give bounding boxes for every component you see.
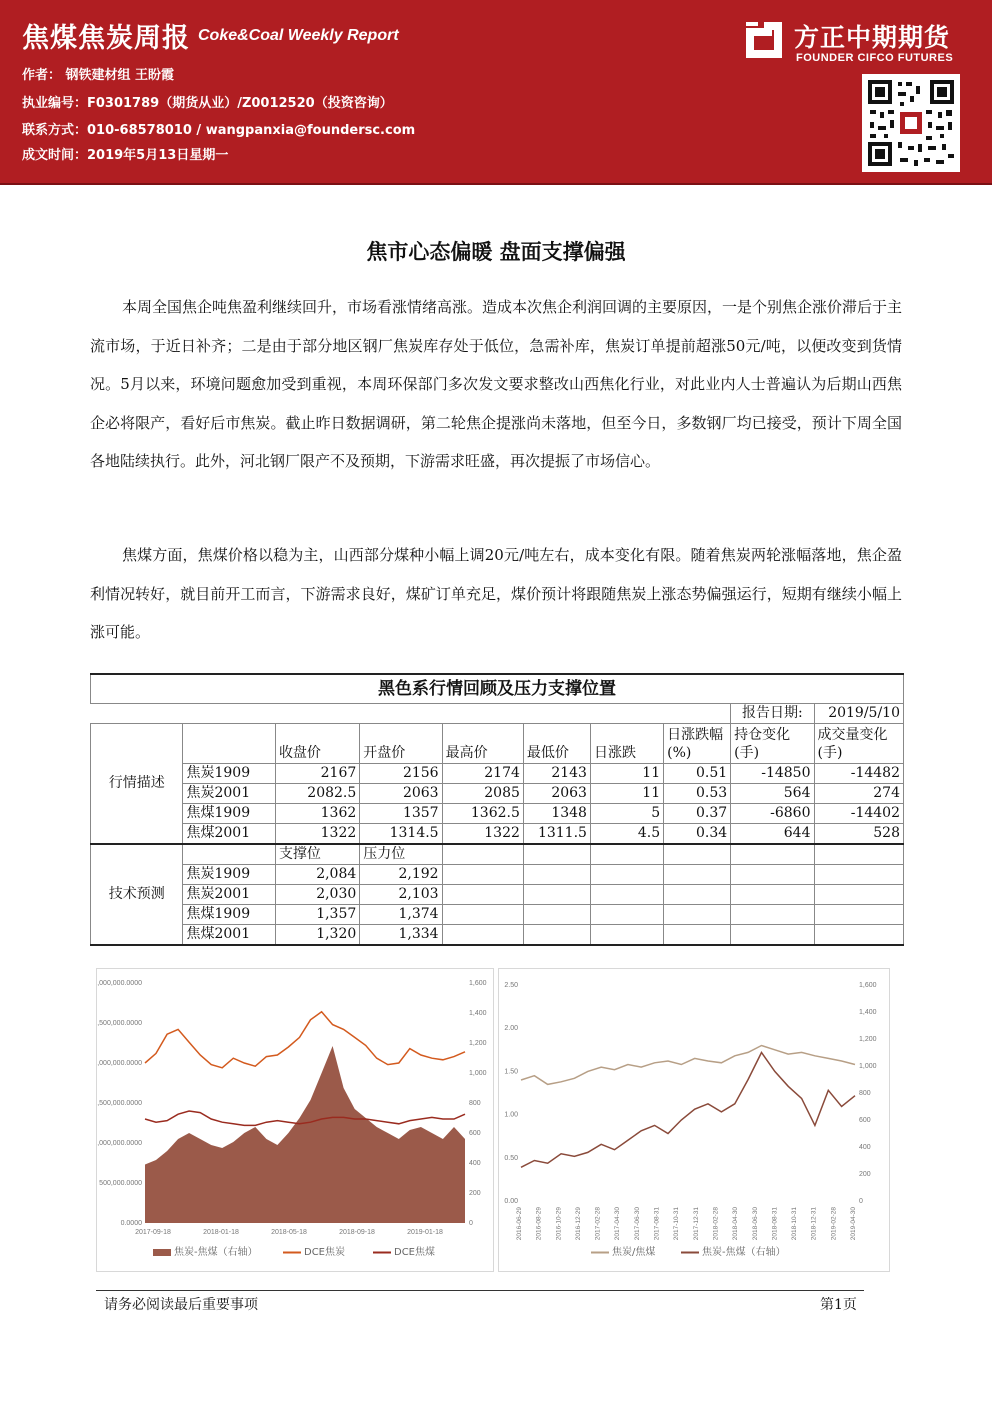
line-series bbox=[521, 1053, 855, 1168]
spread-price-chart bbox=[97, 969, 493, 1271]
y-right-tick-label: 1,200 bbox=[469, 1040, 487, 1047]
y-right-tick-label: 400 bbox=[469, 1160, 481, 1167]
cell: 2063 bbox=[360, 784, 442, 804]
report-title: 焦煤焦炭周报 bbox=[22, 23, 190, 54]
cell: 0.53 bbox=[664, 784, 731, 804]
cell: -14850 bbox=[731, 764, 814, 784]
x-tick-label: 2018-02-28 bbox=[712, 1207, 720, 1241]
y-right-tick-label: 200 bbox=[859, 1171, 871, 1178]
report-date-label: 报告日期: bbox=[731, 704, 814, 724]
cell: 2,030 bbox=[275, 885, 359, 905]
cell: 2,103 bbox=[360, 885, 442, 905]
cell: 2143 bbox=[523, 764, 590, 784]
col-header: 成交量变化(手) bbox=[814, 724, 904, 764]
x-tick-label: 2017-09-18 bbox=[135, 1229, 171, 1236]
report-subtitle: Coke&Coal Weekly Report bbox=[198, 27, 399, 44]
x-tick-label: 2018-12-31 bbox=[810, 1207, 818, 1241]
row-name: 焦炭1909 bbox=[183, 764, 275, 784]
table-row bbox=[91, 824, 904, 845]
area-series bbox=[145, 1046, 465, 1223]
col-header: 收盘价 bbox=[275, 724, 359, 764]
y-right-tick-label: 1,000 bbox=[859, 1063, 877, 1070]
y-left-tick-label: 500,000.0000 bbox=[99, 1180, 142, 1187]
chart-right-frame bbox=[498, 968, 890, 1272]
x-tick-label: 2018-01-18 bbox=[203, 1229, 239, 1236]
y-right-tick-label: 600 bbox=[859, 1117, 871, 1124]
date-line: 成文时间：2019年5月13日星期一 bbox=[22, 148, 229, 163]
table-row bbox=[91, 885, 904, 905]
table-row bbox=[91, 804, 904, 824]
footer-divider bbox=[96, 1290, 864, 1291]
legend-label: 焦炭/焦煤 bbox=[612, 1247, 656, 1258]
logo-mark-icon bbox=[742, 18, 786, 62]
y-left-tick-label: 3,000,000.0000 bbox=[97, 980, 142, 987]
page-number: 第1页 bbox=[820, 1297, 857, 1313]
row-name: 焦炭1909 bbox=[183, 865, 275, 885]
y-right-tick-label: 200 bbox=[469, 1190, 481, 1197]
cell: 2167 bbox=[275, 764, 359, 784]
y-right-tick-label: 1,400 bbox=[859, 1009, 877, 1016]
cell: 1322 bbox=[442, 824, 523, 845]
cell: 2,084 bbox=[275, 865, 359, 885]
chart-left-frame bbox=[96, 968, 494, 1272]
logo-en-text: FOUNDER CIFCO FUTURES bbox=[796, 52, 954, 64]
table-row bbox=[91, 784, 904, 804]
cell: -14402 bbox=[814, 804, 904, 824]
legend-swatch bbox=[153, 1249, 171, 1256]
y-right-tick-label: 1,600 bbox=[859, 982, 877, 989]
y-right-tick-label: 1,400 bbox=[469, 1010, 487, 1017]
cell: 1357 bbox=[360, 804, 442, 824]
qr-code-icon bbox=[862, 74, 960, 172]
y-left-tick-label: 0.00 bbox=[504, 1198, 518, 1205]
y-left-tick-label: 1,500,000.0000 bbox=[97, 1100, 142, 1107]
footer-notice: 请务必阅读最后重要事项 bbox=[104, 1297, 258, 1313]
legend-label: DCE焦炭 bbox=[304, 1247, 346, 1258]
col-header: 最低价 bbox=[523, 724, 590, 764]
section-technical: 技术预测 bbox=[91, 844, 183, 945]
cell: 0.51 bbox=[664, 764, 731, 784]
y-left-tick-label: 2,500,000.0000 bbox=[97, 1020, 142, 1027]
x-tick-label: 2019-02-28 bbox=[830, 1207, 838, 1241]
x-tick-label: 2016-06-29 bbox=[516, 1207, 523, 1241]
row-name: 焦煤2001 bbox=[183, 925, 275, 946]
col-header: 持仓变化(手) bbox=[731, 724, 814, 764]
x-tick-label: 2018-08-31 bbox=[771, 1207, 779, 1241]
col-header: 日涨跌 bbox=[590, 724, 663, 764]
cell: 1348 bbox=[523, 804, 590, 824]
x-tick-label: 2019-04-30 bbox=[850, 1207, 857, 1241]
x-tick-label: 2017-10-31 bbox=[673, 1207, 681, 1241]
cell: 1322 bbox=[275, 824, 359, 845]
cell: 0.37 bbox=[664, 804, 731, 824]
legend-label: 焦炭-焦煤（右轴） bbox=[702, 1247, 786, 1258]
company-logo bbox=[742, 18, 982, 70]
cell: 2082.5 bbox=[275, 784, 359, 804]
cell: 1,357 bbox=[275, 905, 359, 925]
cell: 2063 bbox=[523, 784, 590, 804]
x-tick-label: 2018-10-31 bbox=[791, 1207, 799, 1241]
x-tick-label: 2017-04-30 bbox=[614, 1207, 622, 1241]
x-tick-label: 2016-10-29 bbox=[555, 1207, 563, 1241]
cell: 1311.5 bbox=[523, 824, 590, 845]
cell: -14482 bbox=[814, 764, 904, 784]
y-left-tick-label: 0.0000 bbox=[120, 1220, 142, 1227]
y-left-tick-label: 1,000,000.0000 bbox=[97, 1140, 142, 1147]
y-left-tick-label: 2.50 bbox=[504, 982, 518, 989]
line-series bbox=[145, 1012, 465, 1068]
row-name: 焦煤1909 bbox=[183, 804, 275, 824]
x-tick-label: 2017-02-28 bbox=[594, 1207, 602, 1241]
x-tick-label: 2018-05-18 bbox=[271, 1229, 307, 1236]
report-date-value: 2019/5/10 bbox=[814, 704, 904, 724]
table-caption: 黑色系行情回顾及压力支撑位置 bbox=[91, 674, 904, 704]
cell: 274 bbox=[814, 784, 904, 804]
document-title: 焦市心态偏暖 盘面支撑偏强 bbox=[366, 240, 626, 264]
x-tick-label: 2018-09-18 bbox=[339, 1229, 375, 1236]
legend-label: DCE焦煤 bbox=[394, 1247, 436, 1258]
cell: 11 bbox=[590, 784, 663, 804]
market-table bbox=[90, 673, 904, 946]
row-name: 焦煤2001 bbox=[183, 824, 275, 845]
row-name: 焦炭2001 bbox=[183, 784, 275, 804]
line-series bbox=[521, 1046, 855, 1085]
cell: 528 bbox=[814, 824, 904, 845]
x-tick-label: 2018-04-30 bbox=[732, 1207, 740, 1241]
contact-line: 联系方式：010-68578010 / wangpanxia@foundersc.com bbox=[22, 123, 416, 138]
cell: 2156 bbox=[360, 764, 442, 784]
table-row bbox=[91, 905, 904, 925]
ratio-spread-chart bbox=[499, 969, 889, 1271]
cell: 1,334 bbox=[360, 925, 442, 946]
y-left-tick-label: 1.00 bbox=[504, 1111, 518, 1119]
col-header: 开盘价 bbox=[360, 724, 442, 764]
x-tick-label: 2019-01-18 bbox=[407, 1229, 443, 1236]
cell: 1,320 bbox=[275, 925, 359, 946]
x-tick-label: 2016-12-29 bbox=[574, 1207, 582, 1241]
cell: -6860 bbox=[731, 804, 814, 824]
y-right-tick-label: 1,000 bbox=[469, 1070, 487, 1077]
y-right-tick-label: 600 bbox=[469, 1130, 481, 1137]
cell: 1,374 bbox=[360, 905, 442, 925]
logo-cn-text: 方正中期期货 bbox=[794, 23, 951, 52]
y-left-tick-label: 2,000,000.0000 bbox=[97, 1060, 142, 1067]
section-market: 行情描述 bbox=[91, 724, 183, 845]
cell: 11 bbox=[590, 764, 663, 784]
y-right-tick-label: 1,600 bbox=[469, 980, 487, 987]
col-header: 日涨跌幅(%) bbox=[664, 724, 731, 764]
support-header: 支撑位 bbox=[275, 844, 359, 865]
y-right-tick-label: 400 bbox=[859, 1144, 871, 1151]
y-left-tick-label: 2.00 bbox=[504, 1025, 518, 1033]
cell: 0.34 bbox=[664, 824, 731, 845]
cell: 5 bbox=[590, 804, 663, 824]
y-left-tick-label: 1.50 bbox=[504, 1068, 518, 1076]
cell: 1362 bbox=[275, 804, 359, 824]
cell: 2174 bbox=[442, 764, 523, 784]
cell: 1314.5 bbox=[360, 824, 442, 845]
x-tick-label: 2018-06-30 bbox=[751, 1207, 759, 1241]
y-right-tick-label: 1,200 bbox=[859, 1036, 877, 1043]
cell: 644 bbox=[731, 824, 814, 845]
y-left-tick-label: 0.50 bbox=[504, 1154, 518, 1162]
paragraph-coke: 本周全国焦企吨焦盈利继续回升，市场看涨情绪高涨。造成本次焦企利润回调的主要原因，一是个别焦企涨价滞后于主流市场，于近日补齐；二是由于部分地区钢厂焦炭库存处于低位，急需补库，焦炭订单提前超涨50元/吨，以便改变到货情况。5月以来，环境问题愈加受到重视，本周环保部门多次发文要求整改山西焦化行业，对此业内人士普遍认为后期山西焦企必将限产，看好后市焦炭。截止昨日数据调研，第二轮焦企提涨尚未落地，但至今日，多数钢厂均已接受，预计下周全国各地陆续执行。此外，河北钢厂限产不及预期，下游需求旺盛，再次提振了市场信心。 bbox=[90, 298, 903, 470]
cell: 4.5 bbox=[590, 824, 663, 845]
y-right-tick-label: 800 bbox=[859, 1090, 871, 1097]
legend-label: 焦炭-焦煤（右轴） bbox=[174, 1247, 258, 1258]
cell: 1362.5 bbox=[442, 804, 523, 824]
cell: 2,192 bbox=[360, 865, 442, 885]
row-name: 焦煤1909 bbox=[183, 905, 275, 925]
paragraph-coal: 焦煤方面，焦煤价格以稳为主，山西部分煤种小幅上调20元/吨左右，成本变化有限。随着焦炭两轮涨幅落地，焦企盈利情况转好，就目前开工而言，下游需求良好，煤矿订单充足，煤价预计将跟随焦炭上涨态势偏强运行，短期有继续小幅上涨可能。 bbox=[90, 546, 902, 641]
cell: 2085 bbox=[442, 784, 523, 804]
table-row bbox=[91, 925, 904, 946]
y-right-tick-label: 0 bbox=[859, 1198, 863, 1205]
header-divider bbox=[0, 183, 992, 185]
author-line: 作者： 钢铁建材组 王盼霞 bbox=[22, 68, 175, 83]
table-row bbox=[91, 764, 904, 784]
table-row bbox=[91, 865, 904, 885]
x-tick-label: 2017-12-31 bbox=[692, 1207, 700, 1241]
x-tick-label: 2016-08-29 bbox=[535, 1207, 543, 1241]
y-right-tick-label: 800 bbox=[469, 1100, 481, 1107]
x-tick-label: 2017-08-31 bbox=[653, 1207, 661, 1241]
y-right-tick-label: 0 bbox=[469, 1220, 473, 1227]
x-tick-label: 2017-06-30 bbox=[633, 1207, 641, 1241]
col-header: 最高价 bbox=[442, 724, 523, 764]
row-name: 焦炭2001 bbox=[183, 885, 275, 905]
cell: 564 bbox=[731, 784, 814, 804]
license-line: 执业编号：F0301789（期货从业）/Z0012520（投资咨询） bbox=[22, 96, 393, 111]
resist-header: 压力位 bbox=[360, 844, 442, 865]
